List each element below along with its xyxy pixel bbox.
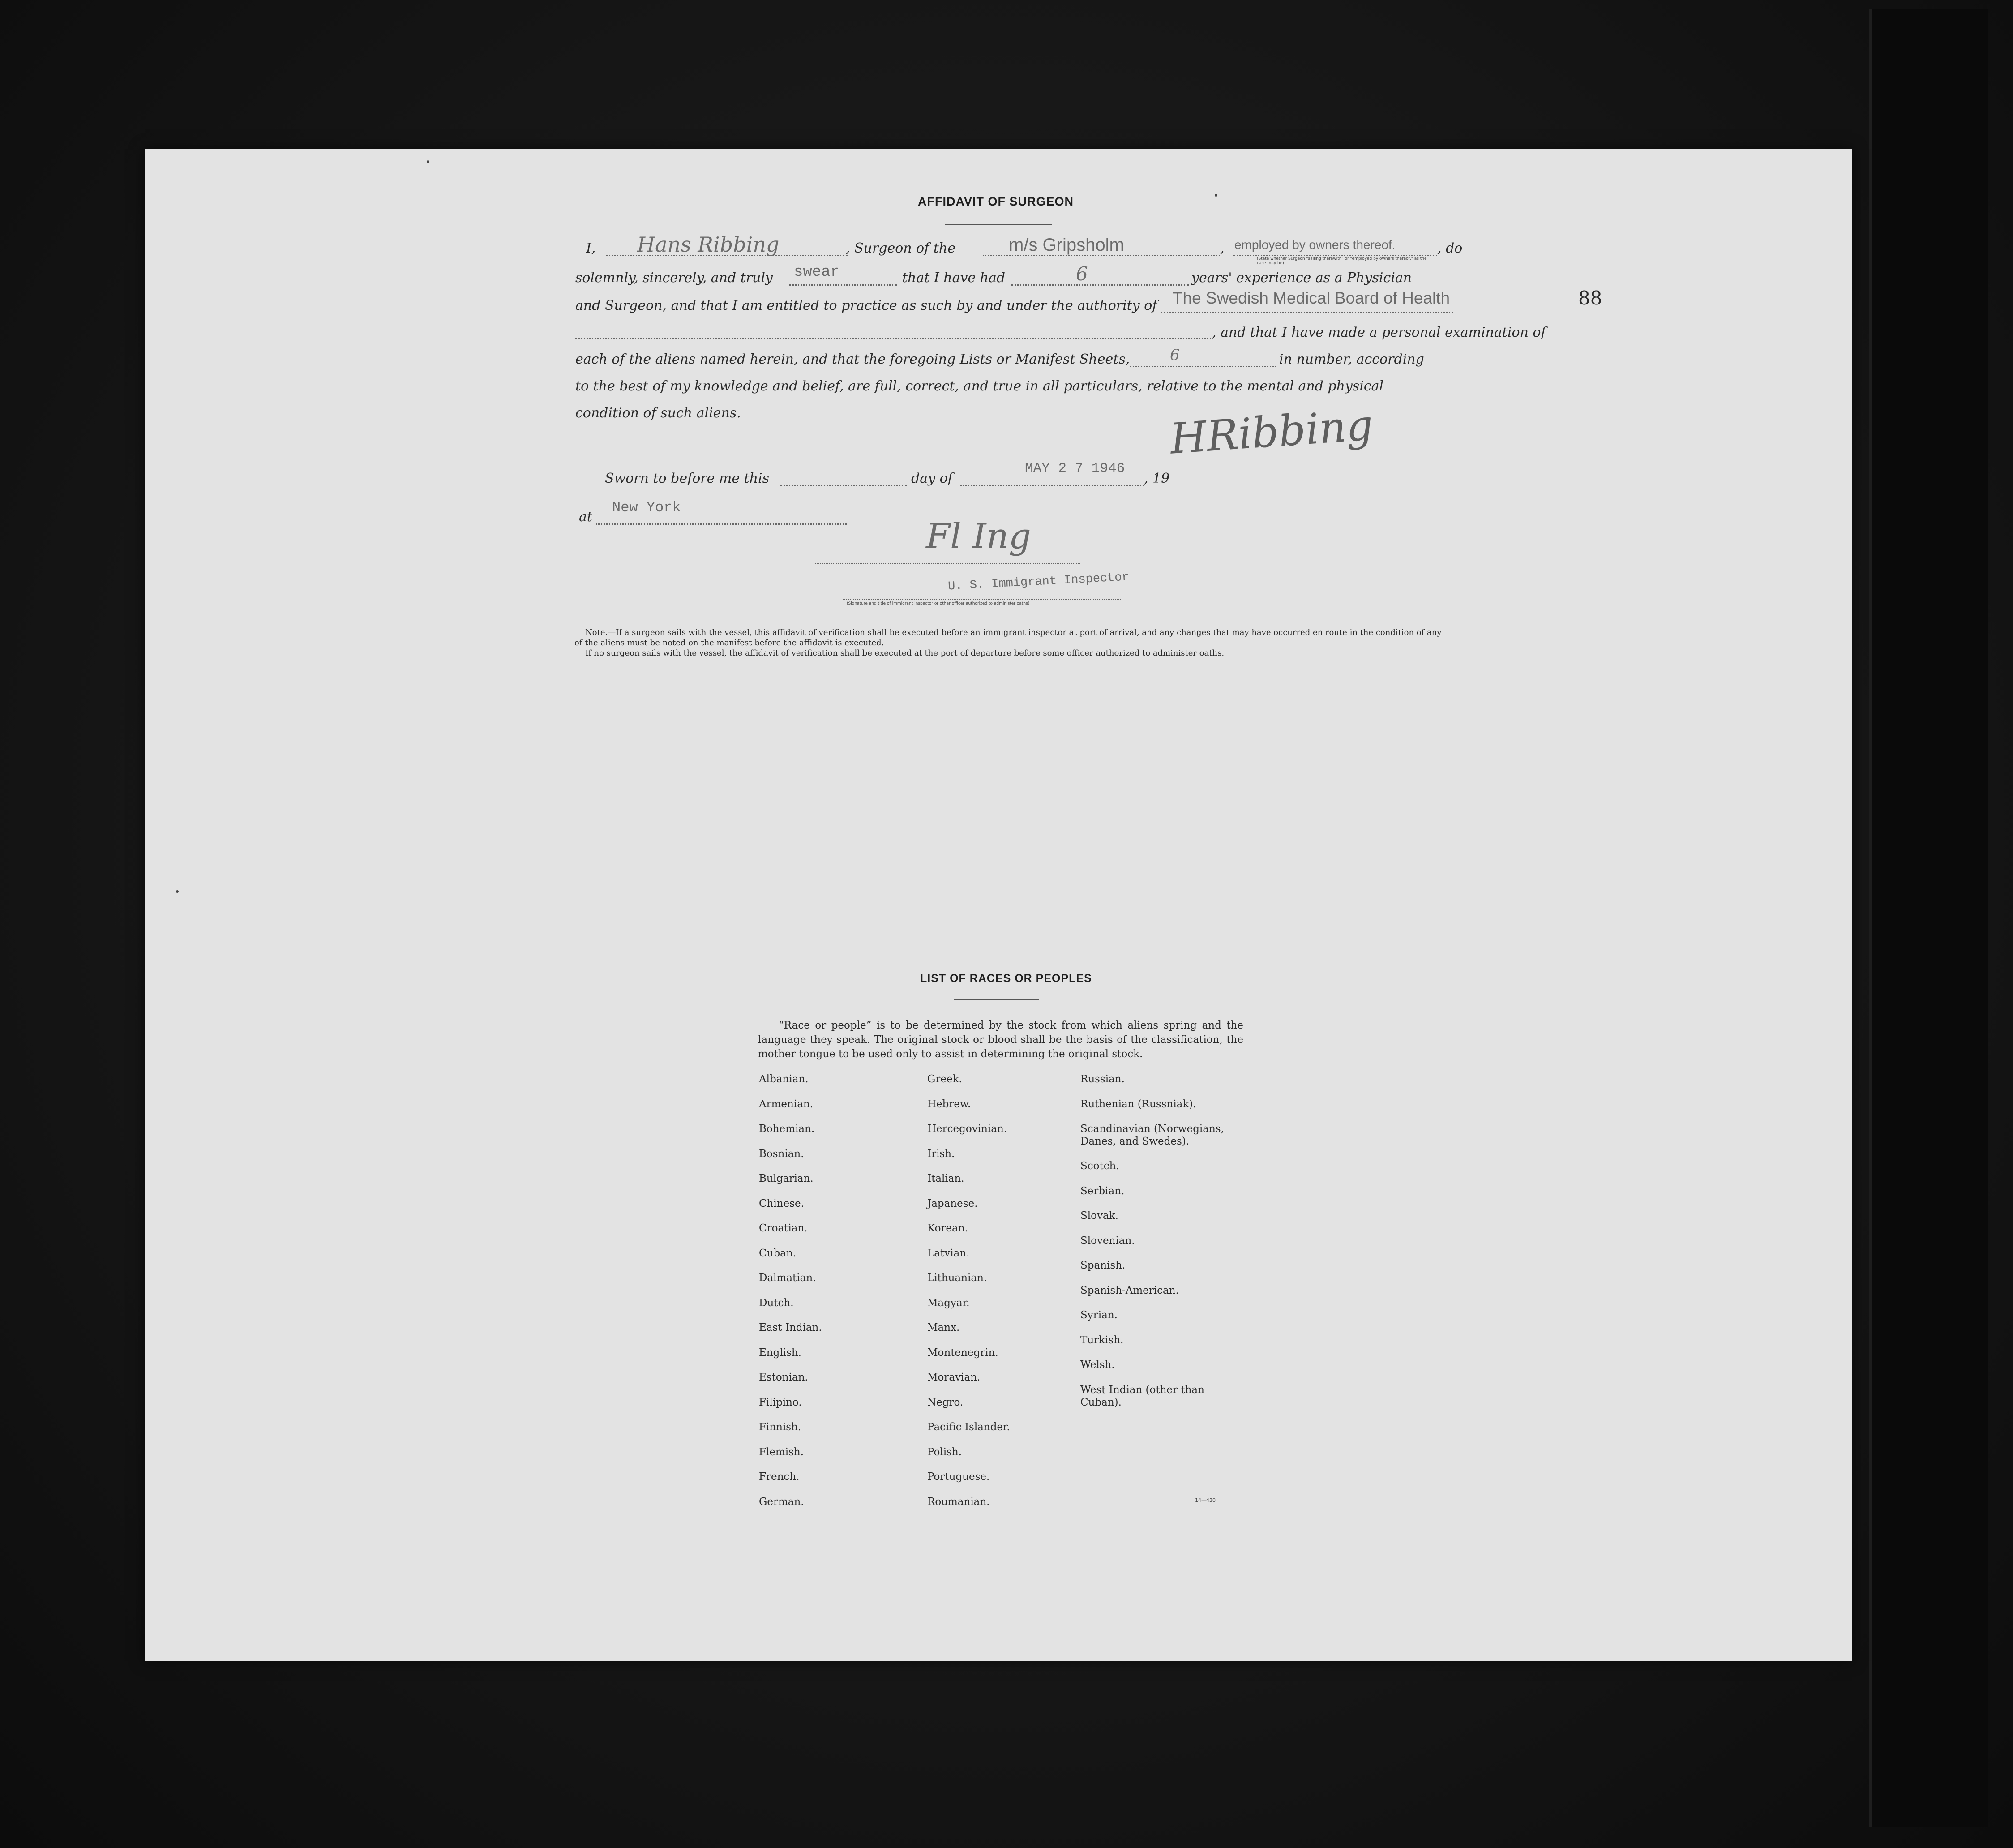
affidavit-text: that I have had: [902, 270, 1006, 286]
race-item: Filipino.: [759, 1396, 802, 1408]
sworn-text: , 19: [1144, 471, 1170, 486]
race-item: Latvian.: [927, 1247, 970, 1259]
affidavit-text: years' experience as a Physician: [1191, 270, 1412, 286]
race-item: Chinese.: [759, 1197, 804, 1209]
race-item: Albanian.: [759, 1073, 809, 1085]
race-item: Bulgarian.: [759, 1173, 814, 1184]
inspector-signature-line: [815, 563, 1080, 564]
races-title: LIST OF RACES OR PEOPLES: [920, 972, 1092, 985]
race-item: Scotch.: [1080, 1160, 1119, 1172]
race-item: Cuban.: [759, 1247, 796, 1259]
races-title-underline: [954, 999, 1039, 1000]
title-underline: [945, 224, 1052, 225]
affidavit-text: and Surgeon, and that I am entitled to practice as such by and under the authority of: [575, 298, 1157, 313]
licensing-authority: The Swedish Medical Board of Health: [1173, 289, 1450, 307]
race-item: Hercegovinian.: [927, 1123, 1007, 1135]
note-paragraph: Note.—If a surgeon sails with the vessel, this affidavit of verification shall be executed before an immigrant inspector at port of arrival, and any changes that may have occurred en route in the condition of any of the aliens must be noted on the manifest before the affidavit is executed.: [574, 628, 1442, 647]
race-item: Hebrew.: [927, 1098, 971, 1110]
years-blank: [1011, 284, 1189, 286]
race-item: Greek.: [927, 1073, 962, 1085]
race-item: Portuguese.: [927, 1471, 990, 1483]
document-page: [145, 149, 1852, 1661]
sworn-text: at: [579, 509, 592, 525]
race-item: English.: [759, 1346, 801, 1359]
race-item: Polish.: [927, 1446, 962, 1458]
race-item: Lithuanian.: [927, 1272, 987, 1284]
race-item: Korean.: [927, 1222, 968, 1234]
race-item: Italian.: [927, 1173, 964, 1184]
race-item: French.: [759, 1471, 800, 1483]
date-stamp: MAY 2 7 1946: [1025, 461, 1125, 476]
race-item: Turkish.: [1080, 1334, 1124, 1346]
sworn-text: day of: [911, 471, 953, 486]
affidavit-text: I,: [586, 240, 596, 256]
race-item: Montenegrin.: [927, 1346, 998, 1359]
race-item: Roumanian.: [927, 1496, 990, 1508]
affidavit-text: , and that I have made a personal examination of: [1212, 325, 1546, 340]
race-item: Croatian.: [759, 1222, 808, 1234]
inspector-title-line: [843, 599, 1122, 600]
surgeon-name: Hans Ribbing: [637, 232, 780, 257]
race-item: Spanish.: [1080, 1260, 1126, 1271]
affidavit-text: in number, according: [1279, 352, 1424, 367]
race-item: Bohemian.: [759, 1123, 815, 1135]
race-item: Spanish-American.: [1080, 1284, 1179, 1296]
affidavit-text: ,: [1220, 240, 1225, 256]
speck: [427, 160, 429, 163]
affidavit-text: to the best of my knowledge and belief, are full, correct, and true in all particulars, relative to the mental and physical: [575, 378, 1384, 394]
inspector-signature: Fl Ing: [926, 516, 1031, 557]
race-item: Finnish.: [759, 1421, 801, 1433]
race-item: German.: [759, 1496, 804, 1508]
affidavit-text: , Surgeon of the: [846, 240, 955, 256]
race-item: Negro.: [927, 1396, 964, 1408]
affidavit-title: AFFIDAVIT OF SURGEON: [918, 195, 1074, 208]
inspector-caption: (Signature and title of immigrant inspector or other officer authorized to administer oaths): [847, 601, 1030, 606]
race-item: Dalmatian.: [759, 1272, 816, 1284]
races-column-2: [927, 1067, 1079, 1514]
inspector-title-stamp: U. S. Immigrant Inspector: [947, 570, 1130, 594]
races-column-3: [1080, 1067, 1259, 1415]
races-column-1: [759, 1067, 911, 1514]
race-item: Ruthenian (Russniak).: [1080, 1098, 1196, 1110]
race-item: Scandinavian (Norwegians, Danes, and Swedes).: [1080, 1123, 1224, 1147]
oath-blank: [789, 284, 897, 286]
form-number: 14—430: [1195, 1497, 1216, 1503]
oath-word: swear: [794, 264, 840, 281]
race-item: Russian.: [1080, 1073, 1125, 1085]
race-item: Bosnian.: [759, 1148, 804, 1160]
years-value: 6: [1076, 263, 1088, 285]
day-blank: [780, 485, 907, 486]
authority-blank: [1161, 312, 1453, 313]
date-blank: [960, 485, 1144, 486]
speck: [1215, 194, 1217, 197]
race-item: Welsh.: [1080, 1359, 1115, 1371]
employment-instruction: (State whether Surgeon "sailing therewith" or "employed by owners thereof," as the case may be): [1257, 257, 1427, 266]
race-item: East Indian.: [759, 1322, 822, 1333]
scanner-backing: [1869, 9, 1988, 1827]
affidavit-text: condition of such aliens.: [575, 405, 741, 421]
employment-blank: [1233, 255, 1437, 256]
race-item: Magyar.: [927, 1297, 970, 1309]
place-blank: [596, 523, 847, 525]
affidavit-text: , do: [1437, 240, 1463, 256]
surgeon-signature: HRibbing: [1168, 401, 1375, 464]
sheets-count: 6: [1170, 346, 1180, 364]
ship-name: m/s Gripsholm: [1009, 235, 1124, 255]
race-item: Japanese.: [927, 1197, 978, 1209]
race-item: Estonian.: [759, 1372, 808, 1383]
place-stamp: New York: [612, 499, 681, 516]
race-item: Manx.: [927, 1322, 960, 1333]
affidavit-text: solemnly, sincerely, and truly: [575, 270, 773, 286]
races-intro: “Race or people” is to be determined by the stock from which aliens spring and the language they speak. The original stock or blood shall be the basis of the classification, the mother tongue to be used only to assist in determining the original stock.: [758, 1020, 1243, 1060]
employment-status: employed by owners thereof.: [1234, 238, 1396, 252]
race-item: Slovenian.: [1080, 1235, 1135, 1247]
race-item: Syrian.: [1080, 1309, 1118, 1321]
race-item: Flemish.: [759, 1446, 804, 1458]
race-item: Moravian.: [927, 1372, 981, 1383]
race-item: Pacific Islander.: [927, 1421, 1010, 1433]
race-item: West Indian (other than Cuban).: [1080, 1384, 1204, 1408]
note-paragraph: If no surgeon sails with the vessel, the affidavit of verification shall be executed at the port of departure before some officer authorized to administer oaths.: [585, 648, 1225, 658]
affidavit-text: each of the aliens named herein, and that the foregoing Lists or Manifest Sheets,: [575, 352, 1130, 367]
sworn-text: Sworn to before me this: [605, 471, 770, 486]
authority-blank-cont: [575, 338, 1211, 339]
sheets-blank: [1130, 366, 1276, 367]
speck: [176, 890, 179, 893]
race-item: Serbian.: [1080, 1185, 1125, 1197]
race-item: Irish.: [927, 1148, 955, 1160]
race-item: Slovak.: [1080, 1210, 1118, 1222]
race-item: Armenian.: [759, 1098, 814, 1110]
page-number: 88: [1578, 287, 1602, 309]
race-item: Dutch.: [759, 1297, 794, 1309]
